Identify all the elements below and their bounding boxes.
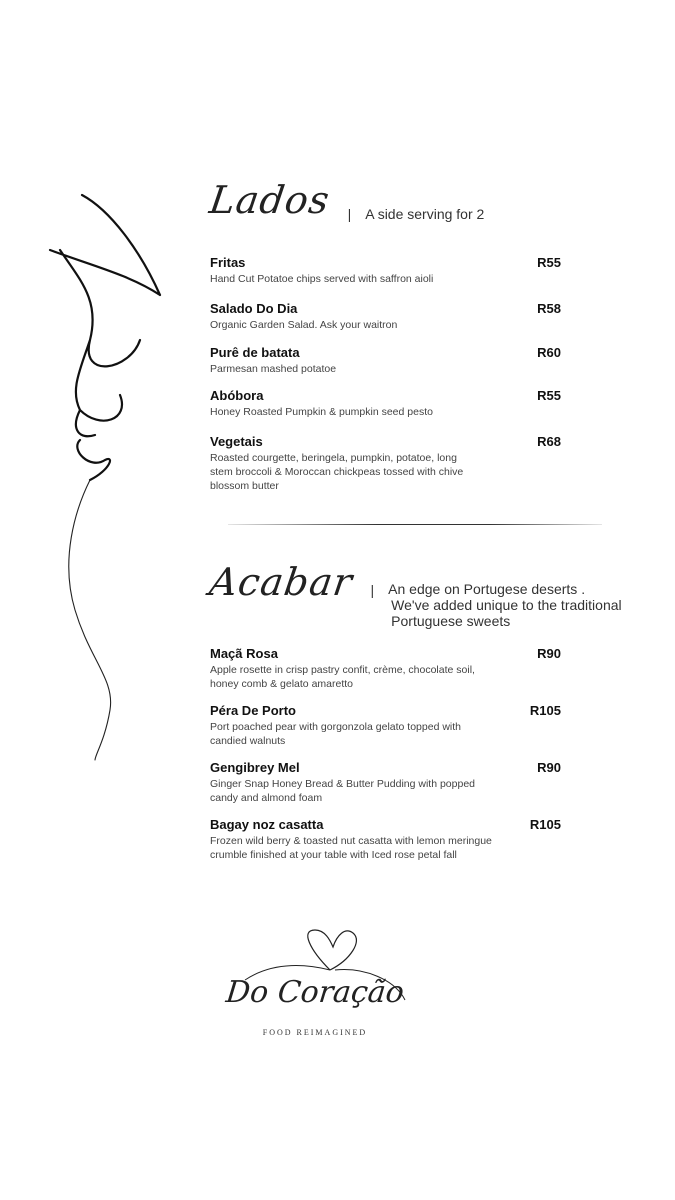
item-description: Honey Roasted Pumpkin & pumpkin seed pesto xyxy=(210,406,433,418)
item-price: R90 xyxy=(537,760,561,775)
section-divider xyxy=(228,524,602,525)
menu-item xyxy=(210,434,575,493)
item-name: Maçã Rosa xyxy=(210,646,278,661)
item-name: Fritas xyxy=(210,255,246,270)
item-name: Abóbora xyxy=(210,388,264,403)
item-description: Roasted courgette, beringela, pumpkin, potatoe, long stem broccoli & Moroccan chickpeas tossed with chive blossom butter xyxy=(210,452,464,492)
item-price: R60 xyxy=(537,345,561,360)
item-name: Gengibrey Mel xyxy=(210,760,300,775)
item-description: Port poached pear with gorgonzola gelato topped with candied walnuts xyxy=(210,721,462,747)
lados-title: Lados xyxy=(206,178,333,222)
menu-item xyxy=(210,646,575,691)
item-description: Organic Garden Salad. Ask your waitron xyxy=(210,319,398,331)
item-description: Hand Cut Potatoe chips served with saffron aioli xyxy=(210,273,434,285)
item-price: R68 xyxy=(537,434,561,449)
item-price: R58 xyxy=(537,301,561,316)
acabar-title: Acabar xyxy=(206,560,356,604)
menu-item xyxy=(210,255,575,286)
acabar-subtitle-line: An edge on Portugese deserts . xyxy=(388,581,586,597)
item-name: Bagay noz casatta xyxy=(210,817,324,832)
item-name: Péra De Porto xyxy=(210,703,296,718)
acabar-header xyxy=(206,560,622,629)
acabar-separator: | xyxy=(370,582,375,598)
lados-separator: | xyxy=(347,206,352,222)
menu-item xyxy=(210,760,575,805)
acabar-subtitle xyxy=(388,581,621,629)
item-name: Purê de batata xyxy=(210,345,300,360)
acabar-subtitle-line: Portuguese sweets xyxy=(391,613,511,629)
brand-tagline: FOOD REIMAGINED xyxy=(262,1028,368,1037)
menu-item xyxy=(210,301,575,332)
item-description: Parmesan mashed potatoe xyxy=(210,363,337,375)
item-price: R105 xyxy=(529,817,561,832)
brand-name: Do Coração xyxy=(224,975,406,1010)
menu-script-title xyxy=(20,180,180,770)
item-price: R55 xyxy=(537,388,561,403)
item-description: Frozen wild berry & toasted nut casatta with lemon meringue crumble finished at your table with Iced rose petal fall xyxy=(210,835,492,861)
item-name: Salado Do Dia xyxy=(210,301,298,316)
item-price: R105 xyxy=(529,703,561,718)
lados-subtitle: A side serving for 2 xyxy=(365,206,485,222)
item-description: Apple rosette in crisp pastry confit, crème, chocolate soil, honey comb & gelato amaretto xyxy=(210,664,475,690)
menu-item xyxy=(210,817,575,862)
acabar-subtitle-line: We've added unique to the traditional xyxy=(391,597,622,613)
menu-item xyxy=(210,703,575,748)
item-description: Ginger Snap Honey Bread & Butter Pudding with popped candy and almond foam xyxy=(210,778,476,804)
item-price: R55 xyxy=(537,255,561,270)
menu-item xyxy=(210,388,575,419)
item-price: R90 xyxy=(537,646,561,661)
menu-item xyxy=(210,345,575,376)
item-name: Vegetais xyxy=(210,434,263,449)
lados-header xyxy=(206,178,485,222)
